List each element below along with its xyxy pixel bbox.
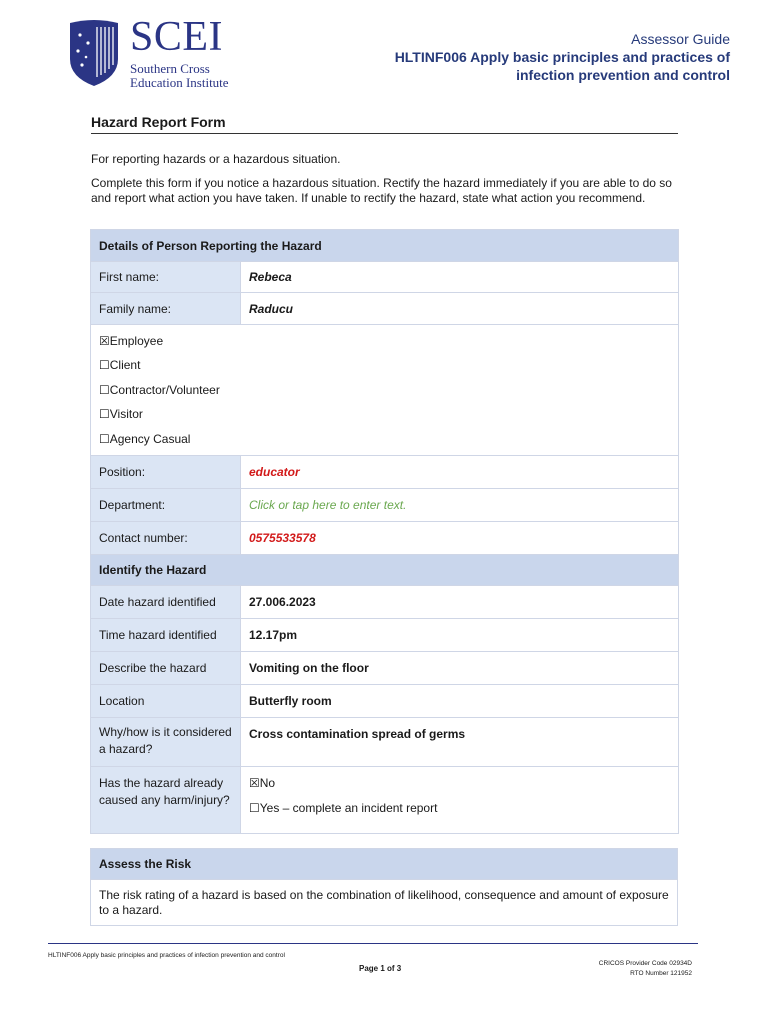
table-row <box>91 619 679 652</box>
date-label: Date hazard identified <box>91 586 241 619</box>
course-title-line2: infection prevention and control <box>516 67 730 83</box>
contact-number-field[interactable]: 0575533578 <box>241 522 679 555</box>
describe-field[interactable]: Vomiting on the floor <box>241 652 679 685</box>
reporter-section-title: Details of Person Reporting the Hazard <box>91 230 679 262</box>
document-header <box>395 30 730 84</box>
family-name-field[interactable]: Raducu <box>241 293 679 325</box>
footer-course-title: HLTINF006 Apply basic principles and practices of infection prevention and control <box>48 952 285 959</box>
time-field[interactable]: 12.17pm <box>241 619 679 652</box>
intro-text: For reporting hazards or a hazardous situation. <box>91 152 341 166</box>
why-field[interactable]: Cross contamination spread of germs <box>241 718 679 767</box>
cricos-code: CRICOS Provider Code 02934D <box>598 960 692 967</box>
course-title-line1: HLTINF006 Apply basic principles and practices of <box>394 49 730 65</box>
role-checkbox-contractor[interactable]: ☐Contractor/Volunteer <box>99 382 220 397</box>
risk-section-title: Assess the Risk <box>91 849 678 880</box>
contact-number-label: Contact number: <box>91 522 241 555</box>
risk-description: The risk rating of a hazard is based on the combination of likelihood, consequence and amount of exposure to a hazard. <box>91 880 678 926</box>
describe-label: Describe the hazard <box>91 652 241 685</box>
reporter-role-options <box>91 325 679 456</box>
guide-label: Assessor Guide <box>631 31 730 47</box>
date-field[interactable]: 27.006.2023 <box>241 586 679 619</box>
department-label: Department: <box>91 489 241 522</box>
location-field[interactable]: Butterfly room <box>241 685 679 718</box>
family-name-label: Family name: <box>91 293 241 325</box>
hazard-section-title: Identify the Hazard <box>91 555 679 586</box>
instructions-text: Complete this form if you notice a hazardous situation. Rectify the hazard immediately if you are able to do so and report what action you have taken. If unable to rectify the hazard, state what action you recommend. <box>91 176 672 205</box>
table-row <box>91 586 679 619</box>
form-title: Hazard Report Form <box>91 114 226 130</box>
table-row <box>91 456 679 489</box>
logo-subtitle <box>130 62 229 90</box>
table-row <box>91 652 679 685</box>
reporter-section-header <box>91 230 679 262</box>
assess-risk-table <box>90 848 678 926</box>
table-row <box>91 293 679 325</box>
first-name-label: First name: <box>91 262 241 293</box>
time-label: Time hazard identified <box>91 619 241 652</box>
table-row <box>91 767 679 834</box>
table-row <box>91 325 679 456</box>
hazard-report-table <box>90 229 679 834</box>
scei-logo <box>68 16 258 90</box>
role-checkbox-agency-casual[interactable]: ☐Agency Casual <box>99 431 191 446</box>
logo-subtitle-line1: Southern Cross <box>130 61 210 76</box>
role-checkbox-visitor[interactable]: ☐Visitor <box>99 407 143 422</box>
page-number: Page 1 of 3 <box>359 964 402 973</box>
table-row <box>91 685 679 718</box>
role-checkbox-employee[interactable]: ☒Employee <box>99 333 164 348</box>
location-label: Location <box>91 685 241 718</box>
footer-divider <box>48 943 698 944</box>
logo-subtitle-line2: Education Institute <box>130 75 229 90</box>
harm-checkbox-yes[interactable]: ☐Yes – complete an incident report <box>249 800 438 815</box>
table-row <box>91 880 678 926</box>
first-name-field[interactable]: Rebeca <box>241 262 679 293</box>
risk-section-header <box>91 849 678 880</box>
footer-provider-info <box>599 959 692 979</box>
table-row <box>91 718 679 767</box>
hazard-section-header <box>91 555 679 586</box>
why-label: Why/how is it considered a hazard? <box>91 718 241 767</box>
harm-label: Has the hazard already caused any harm/injury? <box>91 767 241 834</box>
table-row <box>91 262 679 293</box>
rto-number: RTO Number 121952 <box>630 970 692 977</box>
logo-wordmark: SCEI <box>130 14 224 60</box>
table-row <box>91 522 679 555</box>
department-field[interactable]: Click or tap here to enter text. <box>241 489 679 522</box>
harm-options <box>241 767 679 834</box>
position-field[interactable]: educator <box>241 456 679 489</box>
position-label: Position: <box>91 456 241 489</box>
table-row <box>91 489 679 522</box>
role-checkbox-client[interactable]: ☐Client <box>99 358 141 373</box>
shield-icon <box>68 19 120 87</box>
harm-checkbox-no[interactable]: ☒No <box>249 776 276 790</box>
title-divider <box>91 133 678 134</box>
